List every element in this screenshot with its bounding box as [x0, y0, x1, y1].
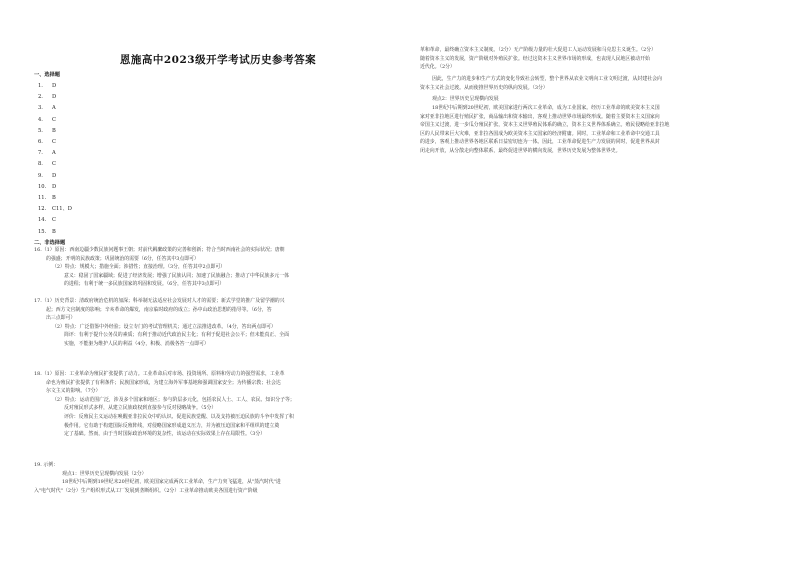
mc-question-number: 9. — [38, 172, 43, 179]
answer-text-line: 评价：反殖民主义运动在唤醒亚非拉民众中的认识、促进民族觉醒、以及支持被压迫民族的斗争中发挥了积 — [64, 413, 294, 420]
mc-answer-row — [38, 159, 72, 170]
mc-question-number: 5. — [38, 127, 43, 134]
answer-text-line: 闭走向开放，从分散走向整体联系，最终促进世界的横向发展，世界历史发展为整体世界史。 — [420, 147, 621, 154]
answer-text-line: 观点1：世界历史呈现横向发展（2分） — [62, 470, 147, 477]
mc-answer-value: B — [52, 228, 56, 235]
right-para1 — [420, 46, 782, 72]
mc-answer-row — [38, 193, 72, 204]
answer-text-line: 的进程；有利于统一多民族国家的巩固和发展。（6分，任答其中3点即可） — [64, 281, 225, 288]
answer-text-line: 区的人民带来巨大灾难，亚非拉各国成为欧美资本主义国家的经济附庸。同时，工业革命和工业革命中交通工具 — [420, 130, 660, 137]
section2-heading: 二、非选择题 — [34, 240, 66, 246]
answer-text-line: 19. 示例： — [34, 462, 59, 468]
mc-answer-value: D — [52, 94, 57, 101]
section1-heading: 一、选择题 — [34, 72, 60, 78]
mc-answer-value: B — [52, 195, 56, 202]
answer-text-line: 近代化。（2分） — [420, 64, 455, 71]
mc-question-number: 7. — [38, 150, 43, 157]
mc-answer-value: D — [52, 183, 57, 190]
mc-question-number: 1. — [38, 83, 43, 89]
mc-question-number: 8. — [38, 161, 43, 168]
answer-text-line: 18世纪中后期到19世纪末20世纪初，欧美国家完成两次工业革命，生产力突飞猛进，从"蒸汽时代"进 — [62, 479, 281, 486]
mc-question-number: 3. — [38, 105, 43, 112]
answer-text-line: 定了基础。然而，由于当时国际政治环境的复杂性，该运动在实际效果上存在局限性。（3分） — [64, 431, 266, 438]
mc-question-number: 2. — [38, 94, 43, 101]
mc-answer-row — [38, 148, 72, 159]
q16-answer — [34, 246, 404, 289]
mc-answer-value: D — [52, 83, 57, 89]
q17-answer — [34, 297, 404, 349]
answer-text-line: 简评：有利于提升公务员的素质；有利于推动近代政治民主化；有利于促进社会公平；但未能真正、全面 — [64, 332, 289, 339]
mc-answer-value: A — [52, 105, 56, 112]
mc-answer-row — [38, 92, 72, 103]
mc-question-number: 10. — [38, 183, 47, 190]
mc-answer-value: D — [52, 172, 57, 179]
answer-text-line: 帝国主义过渡，进一步瓜分殖民扩张，资本主义世界殖民体系的确立，资本主义世界体系确立。殖民侵略给亚非拉地 — [420, 122, 670, 129]
mc-question-number: 4. — [38, 116, 43, 123]
answer-text-line: 的进步，客观上推动世界各地区联系日益密切连为一体。因此，工业革命促进生产力发展的同时，促进世界从封 — [420, 139, 660, 146]
mc-answer-row — [38, 115, 72, 126]
right-para2 — [420, 75, 782, 92]
answer-text-line: 家对亚非拉地区进行殖民扩张，商品输出和资本输出，客观上推动世界市场最终形成。随着主要资本主义国家向 — [420, 113, 660, 120]
answer-text-line: 起；西方文官制度的影响；辛亥革命的爆发，南京临时政府的成立；孙中山政治思想的指导等。（6分，答 — [46, 306, 272, 313]
view2-title — [432, 95, 732, 104]
answer-text-line: （2）特点：规模大；措施全面；涉措性；直接治理。（3分，任答其中2点即可） — [52, 264, 226, 271]
mc-answer-value: B — [52, 127, 56, 134]
q18-answer — [34, 370, 404, 439]
answer-text-line: 因此，生产力的进步和生产方式的变化导致社会转型，整个世界从农业文明向工业文明过渡，从封建社会向 — [432, 76, 662, 82]
answer-text-line: 意义：稳固了国家疆域；促进了经济发展；增强了民族认同；加速了民族融合；推动了中华民族多元一体 — [64, 272, 289, 279]
answer-text-line: 极作用。它有助于构建国际反殖阵线，对侵略国家形成道义压力，并为被压迫国家和平组织的建立奠 — [64, 422, 280, 429]
mc-question-number: 15. — [38, 228, 47, 235]
answer-text-line: 16.（1）原因：西南边疆少数民族问题事王朝；对前代羁縻政策的完善和创新；符合当时西南社会的实际状况；唐朝 — [34, 247, 285, 253]
mc-question-number: 11. — [38, 195, 47, 202]
answer-text-line: 随着资本主义的发展，资产阶级对外殖民扩张。经过这资本主义世界市场的形成，也丧现人民地区被动开始 — [420, 55, 650, 62]
answer-text-line: 反对殖民形式多样，从建立民族政权到直接参与反对侵略战争。（5分） — [64, 405, 217, 412]
answer-text-line: 出三点即可） — [46, 315, 76, 322]
mc-answer-row — [38, 126, 72, 137]
answer-text-line: 尔文主义的影响。（7分） — [46, 388, 101, 395]
right-para3 — [420, 104, 782, 156]
answer-text-line: 18.（1）原因：工业革命为殖民扩张提供了动力。工业革命后对市场、投资场所、原料和劳动力的强烈需求，工业革 — [34, 371, 285, 377]
mc-question-number: 12. — [38, 206, 47, 213]
mc-answer-row — [38, 171, 72, 182]
mc-answer-row — [38, 81, 72, 92]
mc-answer-value: C — [52, 161, 56, 168]
mc-answer-value: A — [52, 150, 56, 157]
answer-text-line: （2）特点：广泛借鉴中外经验；设立专门的考试管理机关；通过立法推进改革。（4分，答出两点即可） — [52, 323, 276, 330]
mc-answer-value: C11、D — [52, 206, 72, 213]
answer-text-line: （2）特点：运动范围广泛，涉及多个国家和地区；参与阶层多元化，包括农民人士、工人、农民、知识分子等； — [52, 396, 295, 403]
answer-text-line: 17.（1）历史背景：清政府统治危机的加深；科举制无法适应社会发展对人才的需要；新式学堂的推广及留学潮的兴 — [34, 298, 285, 304]
view2-title-text: 观点2：世界历史呈现横向发展 — [432, 96, 499, 102]
answer-text-line: 实施，不能驱为维护人民的利益（4分，积极、消极各答一点即可） — [64, 340, 209, 347]
answer-text-line: 革和革命，最终确立资本主义制度。（2分）无产阶级力量的壮大促进工人运动发展和马克思主义诞生。（2分） — [420, 47, 657, 53]
answer-text-line: 命也为殖民扩张提供了有利条件；民族国家形成，为建立海外军事基地和强调国家安全；为传播宗教；社会达 — [46, 379, 281, 386]
mc-answer-value: C — [52, 116, 56, 123]
mc-question-number: 6. — [38, 139, 43, 146]
mc-answer-row — [38, 227, 72, 238]
mc-answer-row — [38, 137, 72, 148]
mc-answer-value: C — [52, 217, 56, 224]
answer-text-line: 资本主义社会过渡。从而使推世界历史的纵向发展。（3分） — [420, 84, 548, 91]
q19-answer — [34, 461, 404, 495]
mc-answer-list — [38, 81, 72, 238]
mc-question-number: 14. — [38, 217, 47, 224]
answer-text-line: 18世纪中后期到20世纪初，欧美国家进行两次工业革命，成为工业国家。经历工业革命的欧美资本主义国 — [432, 105, 660, 111]
answer-text-line: 入"电气时代"（2分）生产组织形式从工厂发展到垄断组织。（2分）工业革命推动欧美各国进行资产阶级 — [34, 487, 258, 494]
mc-answer-row — [38, 182, 72, 193]
mc-answer-row — [38, 215, 72, 226]
page-title: 恩施高中2023级开学考试历史参考答案 — [119, 54, 317, 66]
answer-text-line: 的强盛；开明的民族政策；巩固统治的需要（6分，任答其中3点即可） — [46, 255, 199, 262]
mc-answer-row — [38, 204, 72, 215]
mc-answer-value: C — [52, 139, 56, 146]
mc-answer-row — [38, 103, 72, 114]
